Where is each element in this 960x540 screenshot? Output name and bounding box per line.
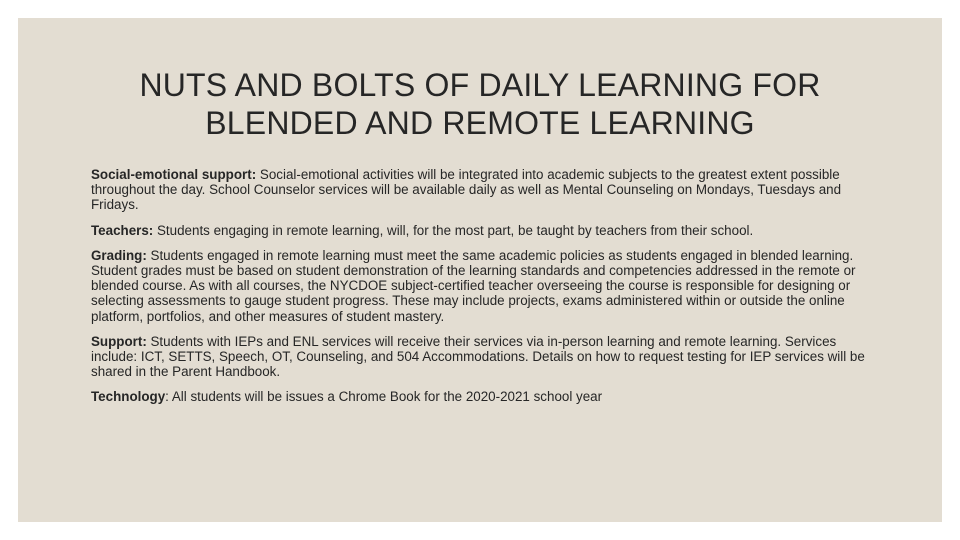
title-line-2: BLENDED AND REMOTE LEARNING — [205, 105, 755, 141]
paragraph-text: Students engaged in remote learning must meet the same academic policies as students engaged in blended learning. Student grades must be based on student demonstration of the learning standards and competencies addressed in the remote or blended course. As with all courses, the NYCDOE subject-certified teacher overseeing the course is responsible for designing or selecting assessments to gauge student progress. These may include projects, exams administered within or outside the online platform, portfolios, and other measures of student mastery. — [91, 247, 856, 324]
paragraph-technology — [91, 389, 875, 404]
paragraph-label: Social-emotional support: — [91, 167, 257, 182]
paragraph-grading — [91, 248, 875, 324]
title-line-1: NUTS AND BOLTS OF DAILY LEARNING FOR — [139, 67, 821, 103]
paragraph-label: Technology — [91, 389, 166, 405]
slide — [18, 18, 942, 522]
paragraph-text: Students with IEPs and ENL services will receive their services via in-person learning and remote learning. Services include: ICT, SETTS, Speech, OT, Counseling, and 504 Accommodations. Details on how to request testing for IEP services will be shared in the Parent Handbook. — [91, 333, 865, 380]
paragraph-text: Students engaging in remote learning, will, for the most part, be taught by teachers from their school. — [153, 222, 754, 238]
paragraph-text: Social-emotional activities will be integrated into academic subjects to the greatest extent possible throughout the day. School Counselor services will be available daily as well as Mental Counseling on Mondays, Tuesdays and Fridays. — [91, 167, 842, 213]
paragraph-label: Support: — [91, 333, 147, 349]
paragraph-social-emotional — [91, 167, 875, 213]
slide-body — [91, 167, 875, 415]
paragraph-label: Teachers: — [91, 222, 154, 238]
paragraph-teachers — [91, 223, 875, 238]
paragraph-support — [91, 334, 875, 380]
slide-title — [18, 66, 942, 142]
paragraph-text: : All students will be issues a Chrome Book for the 2020-2021 school year — [165, 389, 603, 405]
paragraph-label: Grading: — [91, 247, 147, 263]
